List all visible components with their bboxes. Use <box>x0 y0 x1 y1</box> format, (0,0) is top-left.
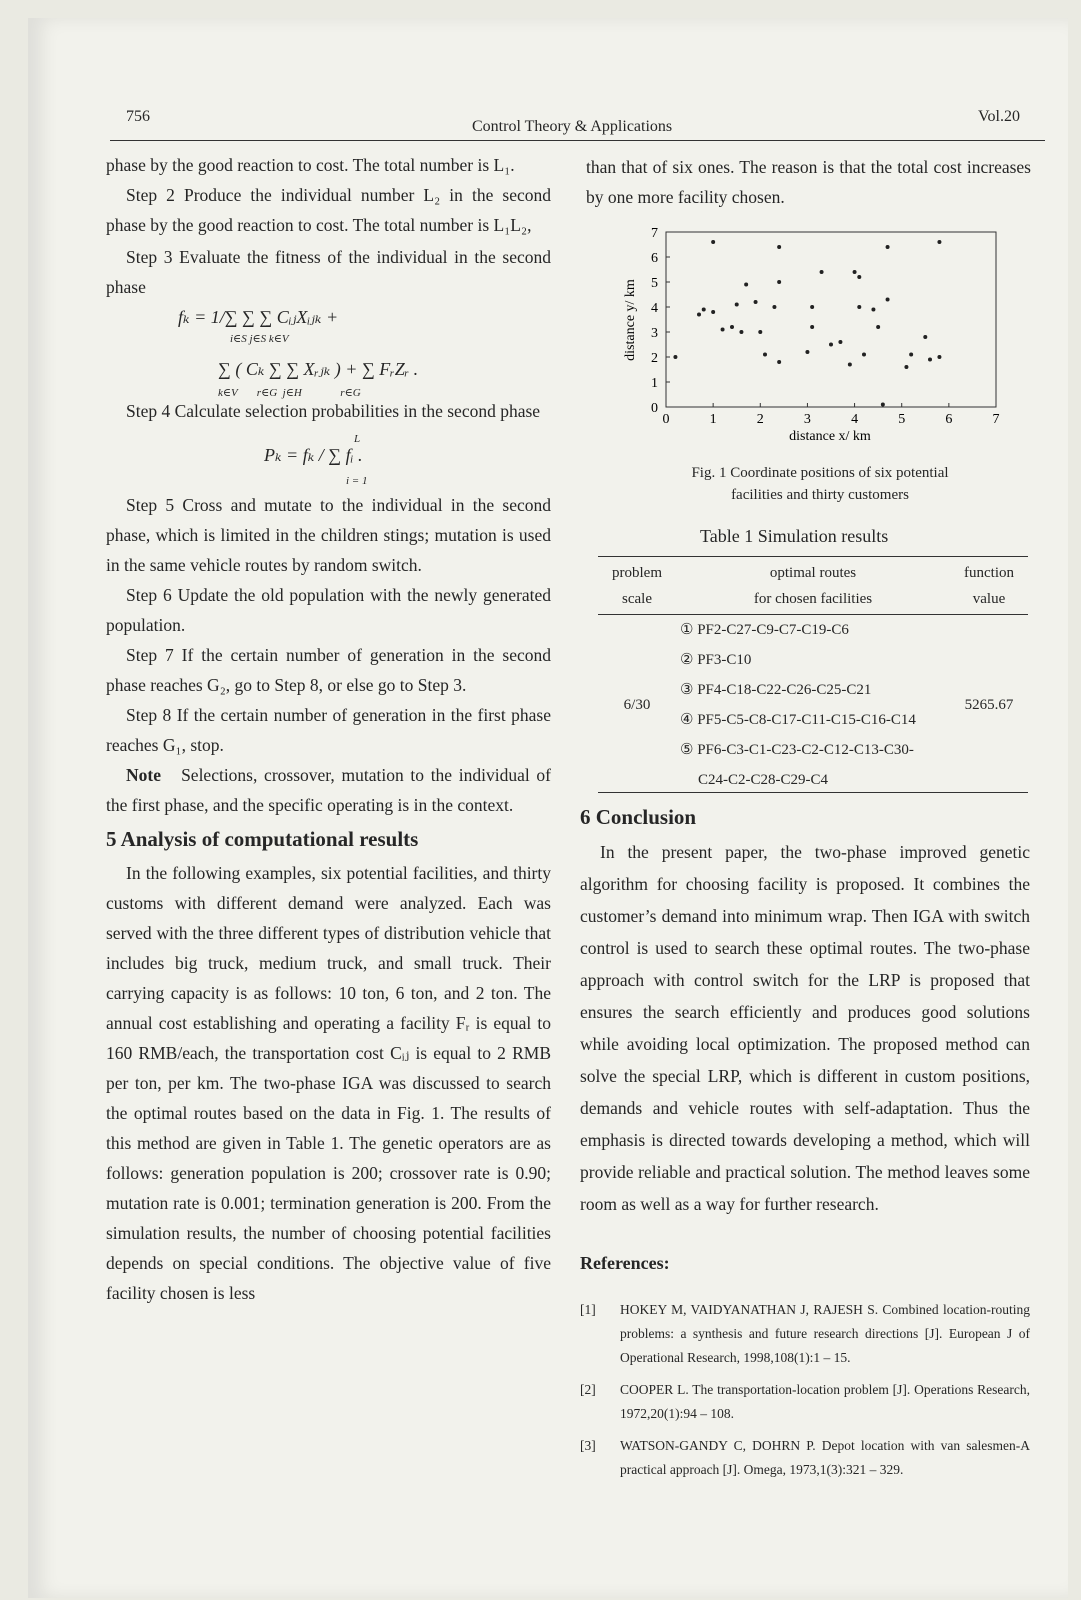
data-point <box>711 310 715 314</box>
step-3: Step 3 Evaluate the fitness of the individual in the second phase <box>106 247 551 297</box>
journal-title: Control Theory & Applications <box>472 118 673 135</box>
right-paragraph-1: than that of six ones. The reason is that the total cost increases by one more facility chosen. <box>586 157 1031 207</box>
note-text: Selections, crossover, mutation to the individual of the first phase, and the specific operating is in the context. <box>106 765 551 815</box>
data-point <box>754 300 758 304</box>
right-column <box>586 152 1031 212</box>
route-3: ③ PF4-C18-C22-C26-C25-C21 <box>680 682 872 698</box>
data-point <box>772 305 776 309</box>
data-point <box>810 305 814 309</box>
reference-item <box>580 1378 1030 1426</box>
route-5-continued: C24-C2-C28-C29-C4 <box>698 772 829 788</box>
x-tick-label: 6 <box>945 412 953 427</box>
data-point <box>886 298 890 302</box>
x-tick-label: 2 <box>756 412 764 427</box>
reference-number: [3] <box>580 1438 596 1453</box>
reference-item <box>580 1298 1030 1370</box>
data-point <box>937 240 941 244</box>
figure-caption-line-2: facilities and thirty customers <box>731 487 909 503</box>
x-tick-label: 3 <box>803 412 811 427</box>
y-tick-label: 7 <box>651 226 658 241</box>
column-header-scale: problem scale <box>598 558 676 615</box>
data-point <box>735 303 739 307</box>
data-point <box>805 350 809 354</box>
column-header-value: function value <box>950 558 1028 615</box>
reference-item <box>580 1434 1030 1482</box>
route-1: ① PF2-C27-C9-C7-C19-C6 <box>680 622 849 638</box>
section-6-heading: 6 Conclusion <box>580 805 697 829</box>
data-point <box>937 355 941 359</box>
reference-text: COOPER L. The transportation-location problem [J]. Operations Research, 1972,20(1):94 – 108. <box>620 1382 1030 1421</box>
scatter-chart <box>620 222 1020 447</box>
data-point <box>881 403 885 407</box>
sum-upper-limit: L <box>354 433 361 445</box>
x-tick-label: 0 <box>662 412 670 427</box>
step-2: Step 2 Produce the individual number L₂ in the second phase by the good reaction to cost. The total number is L₁L₂, <box>106 185 551 235</box>
route-5: ⑤ PF6-C3-C1-C23-C2-C12-C13-C30- <box>680 742 914 758</box>
probability-formula: Pₖ = fₖ / ∑ fᵢ . <box>264 445 363 465</box>
data-point <box>763 353 767 357</box>
data-point <box>777 360 781 364</box>
x-axis-label: distance x/ km <box>789 429 871 444</box>
reference-text: WATSON-GANDY C, DOHRN P. Depot location with van salesmen-A practical approach [J]. Omega, 1973,1(3):321 – 329. <box>620 1438 1030 1477</box>
volume-label: Vol.20 <box>978 108 1020 125</box>
step-8: Step 8 If the certain number of generation in the first phase reaches G₁, stop. <box>106 705 551 755</box>
x-tick-label: 1 <box>709 412 717 427</box>
probability-equation <box>106 426 551 490</box>
equation-line-1-subscripts: i∈S j∈S k∈V <box>230 333 289 345</box>
equation-line-2-subscripts: k∈V r∈G j∈H r∈G <box>218 387 361 399</box>
left-paragraph-1: phase by the good reaction to cost. The total number is L₁. <box>106 155 515 175</box>
data-point <box>871 308 875 312</box>
problem-scale-cell: 6/30 <box>623 697 651 713</box>
data-point <box>697 313 701 317</box>
table-title: Table 1 Simulation results <box>700 526 889 546</box>
sum-lower-limit: i = 1 <box>346 475 368 487</box>
data-point <box>829 343 833 347</box>
route-4: ④ PF5-C5-C8-C17-C11-C15-C16-C14 <box>680 712 916 728</box>
figure-caption <box>650 462 990 506</box>
note-label: Note <box>126 765 161 785</box>
y-tick-label: 4 <box>651 301 658 316</box>
data-point <box>820 270 824 274</box>
data-point <box>838 340 842 344</box>
reference-text: HOKEY M, VAIDYANATHAN J, RAJESH S. Combined location-routing problems: a synthesis and future research directions [J]. European J of Operational Research, 1998,108(1):1 – 15. <box>620 1302 1030 1365</box>
data-point <box>923 335 927 339</box>
data-point <box>853 270 857 274</box>
data-point <box>886 245 890 249</box>
table-top-rule <box>598 556 1028 557</box>
references-heading: References: <box>580 1253 670 1273</box>
data-point <box>928 358 932 362</box>
data-point <box>857 275 861 279</box>
note-paragraph <box>106 760 551 820</box>
x-tick-label: 5 <box>898 412 906 427</box>
y-tick-label: 5 <box>651 276 658 291</box>
data-point <box>810 325 814 329</box>
data-point <box>777 245 781 249</box>
reference-number: [2] <box>580 1382 596 1397</box>
data-point <box>702 308 706 312</box>
step-4: Step 4 Calculate selection probabilities in the second phase <box>126 401 541 421</box>
plot-frame <box>666 232 996 407</box>
y-tick-label: 6 <box>651 251 658 266</box>
data-point <box>673 355 677 359</box>
fitness-equation <box>106 302 551 432</box>
step-6: Step 6 Update the old population with the newly generated population. <box>106 585 551 635</box>
column-header-routes: optimal routes for chosen facilities <box>676 558 950 615</box>
data-point <box>758 330 762 334</box>
section-5-heading: 5 Analysis of computational results <box>106 827 419 851</box>
x-tick-label: 4 <box>851 412 859 427</box>
data-point <box>730 325 734 329</box>
step-5: Step 5 Cross and mutate to the individual in the second phase, which is limited in the children stings; mutation is used in the same vehicle routes by random switch. <box>106 495 551 575</box>
data-point <box>711 240 715 244</box>
y-tick-label: 3 <box>651 326 658 341</box>
data-point <box>848 363 852 367</box>
equation-line-2: ∑ ( Cₖ ∑ ∑ Xᵣⱼₖ ) + ∑ FᵣZᵣ . <box>218 359 419 379</box>
page-number: 756 <box>126 108 150 125</box>
data-point <box>909 353 913 357</box>
table-bottom-rule <box>598 792 1028 793</box>
y-tick-label: 2 <box>651 351 658 366</box>
y-axis-label: distance y/ km <box>623 279 638 361</box>
y-tick-label: 1 <box>651 376 658 391</box>
data-point <box>739 330 743 334</box>
conclusion-block <box>580 798 1030 1490</box>
data-point <box>862 353 866 357</box>
data-point <box>777 280 781 284</box>
function-value-cell: 5265.67 <box>964 697 1014 713</box>
data-point <box>857 305 861 309</box>
reference-number: [1] <box>580 1302 596 1317</box>
step-7: Step 7 If the certain number of generation in the second phase reaches G₂, go to Step 8, or else go to Step 3. <box>106 645 551 695</box>
left-column <box>106 150 551 1308</box>
data-point <box>721 328 725 332</box>
data-point <box>744 283 748 287</box>
y-tick-label: 0 <box>651 401 658 416</box>
data-point <box>876 325 880 329</box>
section-5-paragraph: In the following examples, six potential facilities, and thirty customs with different demand were analyzed. Each was served with the three different types of distribution vehicle that includes big truck, medium truck, and small truck. Their carrying capacity is as follows: 10 ton, 6 ton, and 2 ton. The annual cost establishing and operating a facility Fᵣ is equal to 160 RMB/each, the transportation cost Cᵢⱼ is equal to 2 RMB per ton, per km. The two-phase IGA was discussed to search the optimal routes based on the data in Fig. 1. The results of this method are given in Table 1. The genetic operators are as follows: generation population is 200; crossover rate is 0.90; mutation rate is 0.001; termination generation is 200. From the simulation results, the number of choosing potential facilities depends on special conditions. The objective value of five facility chosen is less <box>106 863 551 1303</box>
equation-line-1: fₖ = 1/∑ ∑ ∑ CᵢⱼXᵢⱼₖ + <box>178 307 339 327</box>
figure-caption-line-1: Fig. 1 Coordinate positions of six potential <box>691 465 949 481</box>
conclusion-paragraph: In the present paper, the two-phase improved genetic algorithm for choosing facility is proposed. It combines the customer’s demand into minimum wrap. Then IGA with switch control is used to search these optimal routes. The two-phase approach with control switch for the LRP is proposed that ensures the search efficiently and produces good solutions while avoiding local optimization. The proposed method can solve the special LRP, which is different in custom positions, demands and vehicle routes with self-adaptation. Thus the emphasis is directed towards developing a method, which will provide reliable and practical solution. The method leaves some room as well as a way for further research. <box>580 842 1030 1214</box>
x-tick-label: 7 <box>992 412 1000 427</box>
data-point <box>904 365 908 369</box>
table-row <box>598 615 1028 646</box>
route-2: ② PF3-C10 <box>680 652 752 668</box>
simulation-table <box>598 558 1028 795</box>
header-rule <box>110 140 1045 141</box>
reference-list <box>580 1298 1030 1482</box>
